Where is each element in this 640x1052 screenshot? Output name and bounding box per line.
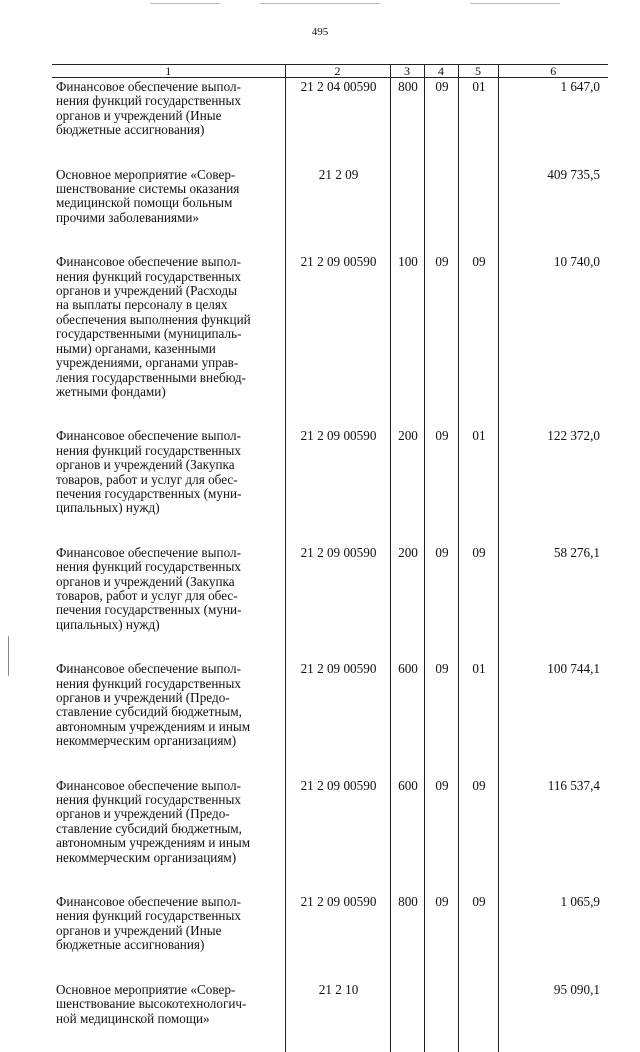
description-line: шенствование высокотехнологич- xyxy=(56,996,247,1012)
table-row xyxy=(52,78,608,138)
row-expense-type: 200 xyxy=(390,546,424,632)
description-line: некоммерческим организациям) xyxy=(56,849,237,865)
row-sum: 116 537,4 xyxy=(498,779,608,865)
description-line: органов и учреждений (Предо- xyxy=(56,806,230,822)
description-line: ной медицинской помощи» xyxy=(56,1010,210,1026)
row-spacer xyxy=(52,953,608,983)
description-line: Финансовое обеспечение выпол- xyxy=(56,894,241,910)
row-subsection xyxy=(458,168,498,226)
row-expense-type: 600 xyxy=(390,662,424,748)
table-row xyxy=(52,779,608,865)
row-description xyxy=(52,983,285,1026)
row-description xyxy=(52,168,285,226)
row-description xyxy=(52,546,285,632)
table-row xyxy=(52,546,608,632)
description-line: автономным учреждениям и иным xyxy=(56,718,251,734)
description-line: ными) органами, казенными xyxy=(56,340,216,356)
row-expense-type xyxy=(390,168,424,226)
description-line: Финансовое обеспечение выпол- xyxy=(56,544,241,560)
column-header: 1 xyxy=(52,65,285,78)
description-line: прочими заболеваниями» xyxy=(56,209,200,225)
description-line: бюджетные ассигнования) xyxy=(56,937,205,953)
table-row xyxy=(52,255,608,399)
table-row xyxy=(52,983,608,1026)
description-line: нения функций государственных xyxy=(56,559,241,575)
description-line: государственными (муниципаль- xyxy=(56,326,242,342)
row-section: 09 xyxy=(424,662,458,748)
table-tail xyxy=(52,1026,608,1052)
row-subsection: 09 xyxy=(458,779,498,865)
row-expense-type xyxy=(390,983,424,1026)
row-expense-type: 800 xyxy=(390,895,424,953)
description-line: Основное мероприятие «Совер- xyxy=(56,166,236,182)
row-spacer xyxy=(52,749,608,779)
column-header: 2 xyxy=(285,65,390,78)
description-line: органов и учреждений (Иные xyxy=(56,922,222,938)
description-line: обеспечения выполнения функций xyxy=(56,311,251,327)
row-section: 09 xyxy=(424,78,458,138)
description-line: Финансовое обеспечение выпол- xyxy=(56,254,241,270)
row-description xyxy=(52,895,285,953)
description-line: нения функций государственных xyxy=(56,908,241,924)
description-line: органов и учреждений (Расходы xyxy=(56,283,237,299)
row-code: 21 2 04 00590 xyxy=(285,78,390,138)
row-sum: 122 372,0 xyxy=(498,429,608,515)
row-description xyxy=(52,779,285,865)
description-line: нения функций государственных xyxy=(56,268,241,284)
description-line: Финансовое обеспечение выпол- xyxy=(56,428,241,444)
description-line: ципальных) нужд) xyxy=(56,500,160,516)
description-line: Основное мероприятие «Совер- xyxy=(56,981,236,997)
margin-mark xyxy=(8,636,9,676)
row-spacer xyxy=(52,399,608,429)
row-expense-type: 600 xyxy=(390,779,424,865)
row-code: 21 2 10 xyxy=(285,983,390,1026)
row-section: 09 xyxy=(424,895,458,953)
row-expense-type: 800 xyxy=(390,78,424,138)
description-line: печения государственных (муни- xyxy=(56,485,242,501)
description-line: нения функций государственных xyxy=(56,675,241,691)
description-line: ставление субсидий бюджетным, xyxy=(56,704,242,720)
description-line: органов и учреждений (Закупка xyxy=(56,457,235,473)
header-row xyxy=(52,65,608,78)
description-line: медицинской помощи больным xyxy=(56,195,233,211)
description-line: шенствование системы оказания xyxy=(56,181,240,197)
table-row xyxy=(52,895,608,953)
row-code: 21 2 09 00590 xyxy=(285,255,390,399)
description-line: Финансовое обеспечение выпол- xyxy=(56,777,241,793)
table-row xyxy=(52,662,608,748)
description-line: ставление субсидий бюджетным, xyxy=(56,820,242,836)
description-line: товаров, работ и услуг для обес- xyxy=(56,587,238,603)
row-subsection: 01 xyxy=(458,429,498,515)
row-sum: 409 735,5 xyxy=(498,168,608,226)
row-sum: 10 740,0 xyxy=(498,255,608,399)
description-line: на выплаты персоналу в целях xyxy=(56,297,228,313)
row-subsection: 01 xyxy=(458,78,498,138)
scan-artifact-line xyxy=(260,3,380,4)
row-sum: 58 276,1 xyxy=(498,546,608,632)
column-header: 4 xyxy=(424,65,458,78)
description-line: автономным учреждениям и иным xyxy=(56,835,251,851)
row-sum: 1 065,9 xyxy=(498,895,608,953)
row-section: 09 xyxy=(424,255,458,399)
description-line: нения функций государственных xyxy=(56,93,241,109)
row-code: 21 2 09 00590 xyxy=(285,429,390,515)
row-section xyxy=(424,983,458,1026)
row-section: 09 xyxy=(424,779,458,865)
description-line: Финансовое обеспечение выпол- xyxy=(56,661,241,677)
page-number: 495 xyxy=(311,26,329,38)
description-line: бюджетные ассигнования) xyxy=(56,122,205,138)
description-line: ления государственными внебюд- xyxy=(56,369,246,385)
row-section xyxy=(424,168,458,226)
row-code: 21 2 09 00590 xyxy=(285,662,390,748)
row-sum: 100 744,1 xyxy=(498,662,608,748)
row-expense-type: 200 xyxy=(390,429,424,515)
row-description xyxy=(52,662,285,748)
row-section: 09 xyxy=(424,429,458,515)
description-line: Финансовое обеспечение выпол- xyxy=(56,79,241,94)
row-spacer xyxy=(52,632,608,662)
row-subsection: 09 xyxy=(458,255,498,399)
row-description xyxy=(52,255,285,399)
table-body xyxy=(52,78,608,1052)
column-header: 6 xyxy=(498,65,608,78)
description-line: органов и учреждений (Предо- xyxy=(56,690,230,705)
row-sum: 95 090,1 xyxy=(498,983,608,1026)
row-subsection: 09 xyxy=(458,895,498,953)
row-section: 09 xyxy=(424,546,458,632)
description-line: некоммерческим организациям) xyxy=(56,733,237,749)
row-spacer xyxy=(52,865,608,895)
description-line: жетными фондами) xyxy=(56,383,166,399)
row-spacer xyxy=(52,516,608,546)
row-subsection xyxy=(458,983,498,1026)
row-code: 21 2 09 xyxy=(285,168,390,226)
description-line: товаров, работ и услуг для обес- xyxy=(56,471,238,487)
row-subsection: 09 xyxy=(458,546,498,632)
row-code: 21 2 09 00590 xyxy=(285,546,390,632)
description-line: ципальных) нужд) xyxy=(56,616,160,632)
row-spacer xyxy=(52,225,608,255)
row-expense-type: 100 xyxy=(390,255,424,399)
row-sum: 1 647,0 xyxy=(498,78,608,138)
row-description xyxy=(52,429,285,515)
column-header: 3 xyxy=(390,65,424,78)
table-row xyxy=(52,429,608,515)
description-line: нения функций государственных xyxy=(56,792,241,808)
description-line: печения государственных (муни- xyxy=(56,602,242,618)
description-line: нения функций государственных xyxy=(56,442,241,458)
row-spacer xyxy=(52,138,608,168)
description-line: учреждениями, органами управ- xyxy=(56,355,239,371)
row-description xyxy=(52,78,285,138)
column-header: 5 xyxy=(458,65,498,78)
description-line: органов и учреждений (Закупка xyxy=(56,573,235,589)
row-code: 21 2 09 00590 xyxy=(285,779,390,865)
table-row xyxy=(52,168,608,226)
scan-artifact-line xyxy=(150,3,220,4)
budget-table xyxy=(52,64,608,1052)
description-line: органов и учреждений (Иные xyxy=(56,107,222,123)
row-subsection: 01 xyxy=(458,662,498,748)
row-code: 21 2 09 00590 xyxy=(285,895,390,953)
scan-artifact-line xyxy=(470,3,560,4)
